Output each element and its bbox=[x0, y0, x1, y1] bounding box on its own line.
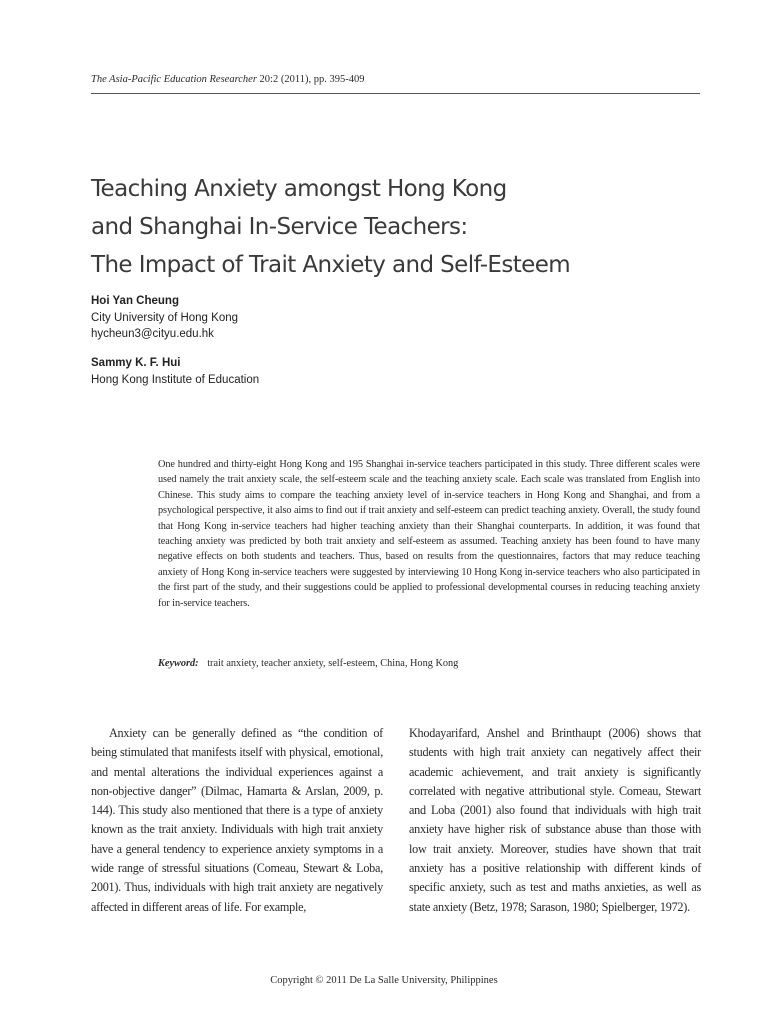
author-name: Sammy K. F. Hui bbox=[91, 357, 181, 369]
title-line-3: The Impact of Trait Anxiety and Self-Esteem bbox=[91, 252, 571, 278]
copyright-footer: Copyright © 2011 De La Salle University, Philippines bbox=[270, 975, 498, 986]
journal-volume-pages: 20:2 (2011), pp. 395-409 bbox=[259, 74, 365, 85]
abstract: One hundred and thirty-eight Hong Kong and 195 Shanghai in-service teachers participated in this study. Three different scales were used namely the trait anxiety scale, the self-esteem scale and the teaching anxiety scale. Each scale was translated from English into Chinese. This study aims to compare the teaching anxiety level of in-service teachers in Hong Kong and Shanghai, and from a psychological perspective, it also aims to find out if trait anxiety and self-esteem can predict teaching anxiety. Overall, the study found that Hong Kong in-service teachers had higher teaching anxiety than their Shanghai counterparts. In addition, it was found that teaching anxiety was predicted by both trait anxiety and self-esteem as assumed. Teaching anxiety has been found to have many negative effects on both students and teachers. Thus, based on results from the questionnaires, factors that may reduce teaching anxiety of Hong Kong in-service teachers were suggested by interviewing 10 Hong Kong in-service teachers who also participated in the first part of the study, and their suggestions could be applied to professional developmental courses in reducing teaching anxiety for in-service teachers. bbox=[158, 459, 700, 609]
body-column-right: Khodayarifard, Anshel and Brinthaupt (2006) shows that students with high trait anxiety can negatively affect their academic achievement, and trait anxiety is significantly correlated with negative attributional style. Comeau, Stewart and Loba (2001) also found that individuals with high trait anxiety have higher risk of substance abuse than those with low trait anxiety. Moreover, studies have shown that trait anxiety has a positive relationship with different kinds of specific anxiety, such as test and maths anxieties, as well as state anxiety (Betz, 1978; Sarason, 1980; Spielberger, 1972). bbox=[409, 726, 701, 914]
journal-citation bbox=[91, 74, 691, 85]
body-column-left: Anxiety can be generally defined as “the condition of being stimulated that manifests itself with physical, emotional, and mental alterations the individual experiences against a non-objective danger” (Dilmac, Hamarta & Arslan, 2009, p. 144). This study also mentioned that there is a type of anxiety known as the trait anxiety. Individuals with high trait anxiety have a general tendency to experience anxiety symptoms in a wide range of stressful situations (Comeau, Stewart & Loba, 2001). Thus, individuals with high trait anxiety are negatively affected in different areas of life. For example, bbox=[91, 726, 383, 914]
keywords-text: trait anxiety, teacher anxiety, self-esteem, China, Hong Kong bbox=[207, 658, 459, 669]
title-line-1: Teaching Anxiety amongst Hong Kong bbox=[91, 176, 507, 202]
author-affiliation: Hong Kong Institute of Education bbox=[91, 373, 260, 386]
title-line-2: and Shanghai In-Service Teachers: bbox=[91, 214, 468, 240]
author-email: hycheun3@cityu.edu.hk bbox=[91, 328, 214, 340]
author-block-1 bbox=[91, 293, 491, 343]
paper-title bbox=[91, 170, 711, 284]
header-divider bbox=[91, 93, 700, 94]
author-name: Hoi Yan Cheung bbox=[91, 295, 179, 307]
author-affiliation: City University of Hong Kong bbox=[91, 311, 239, 324]
author-block-2 bbox=[91, 355, 491, 388]
journal-name: The Asia-Pacific Education Researcher bbox=[91, 74, 257, 85]
keywords bbox=[158, 658, 700, 669]
keywords-label: Keyword: bbox=[158, 658, 199, 669]
